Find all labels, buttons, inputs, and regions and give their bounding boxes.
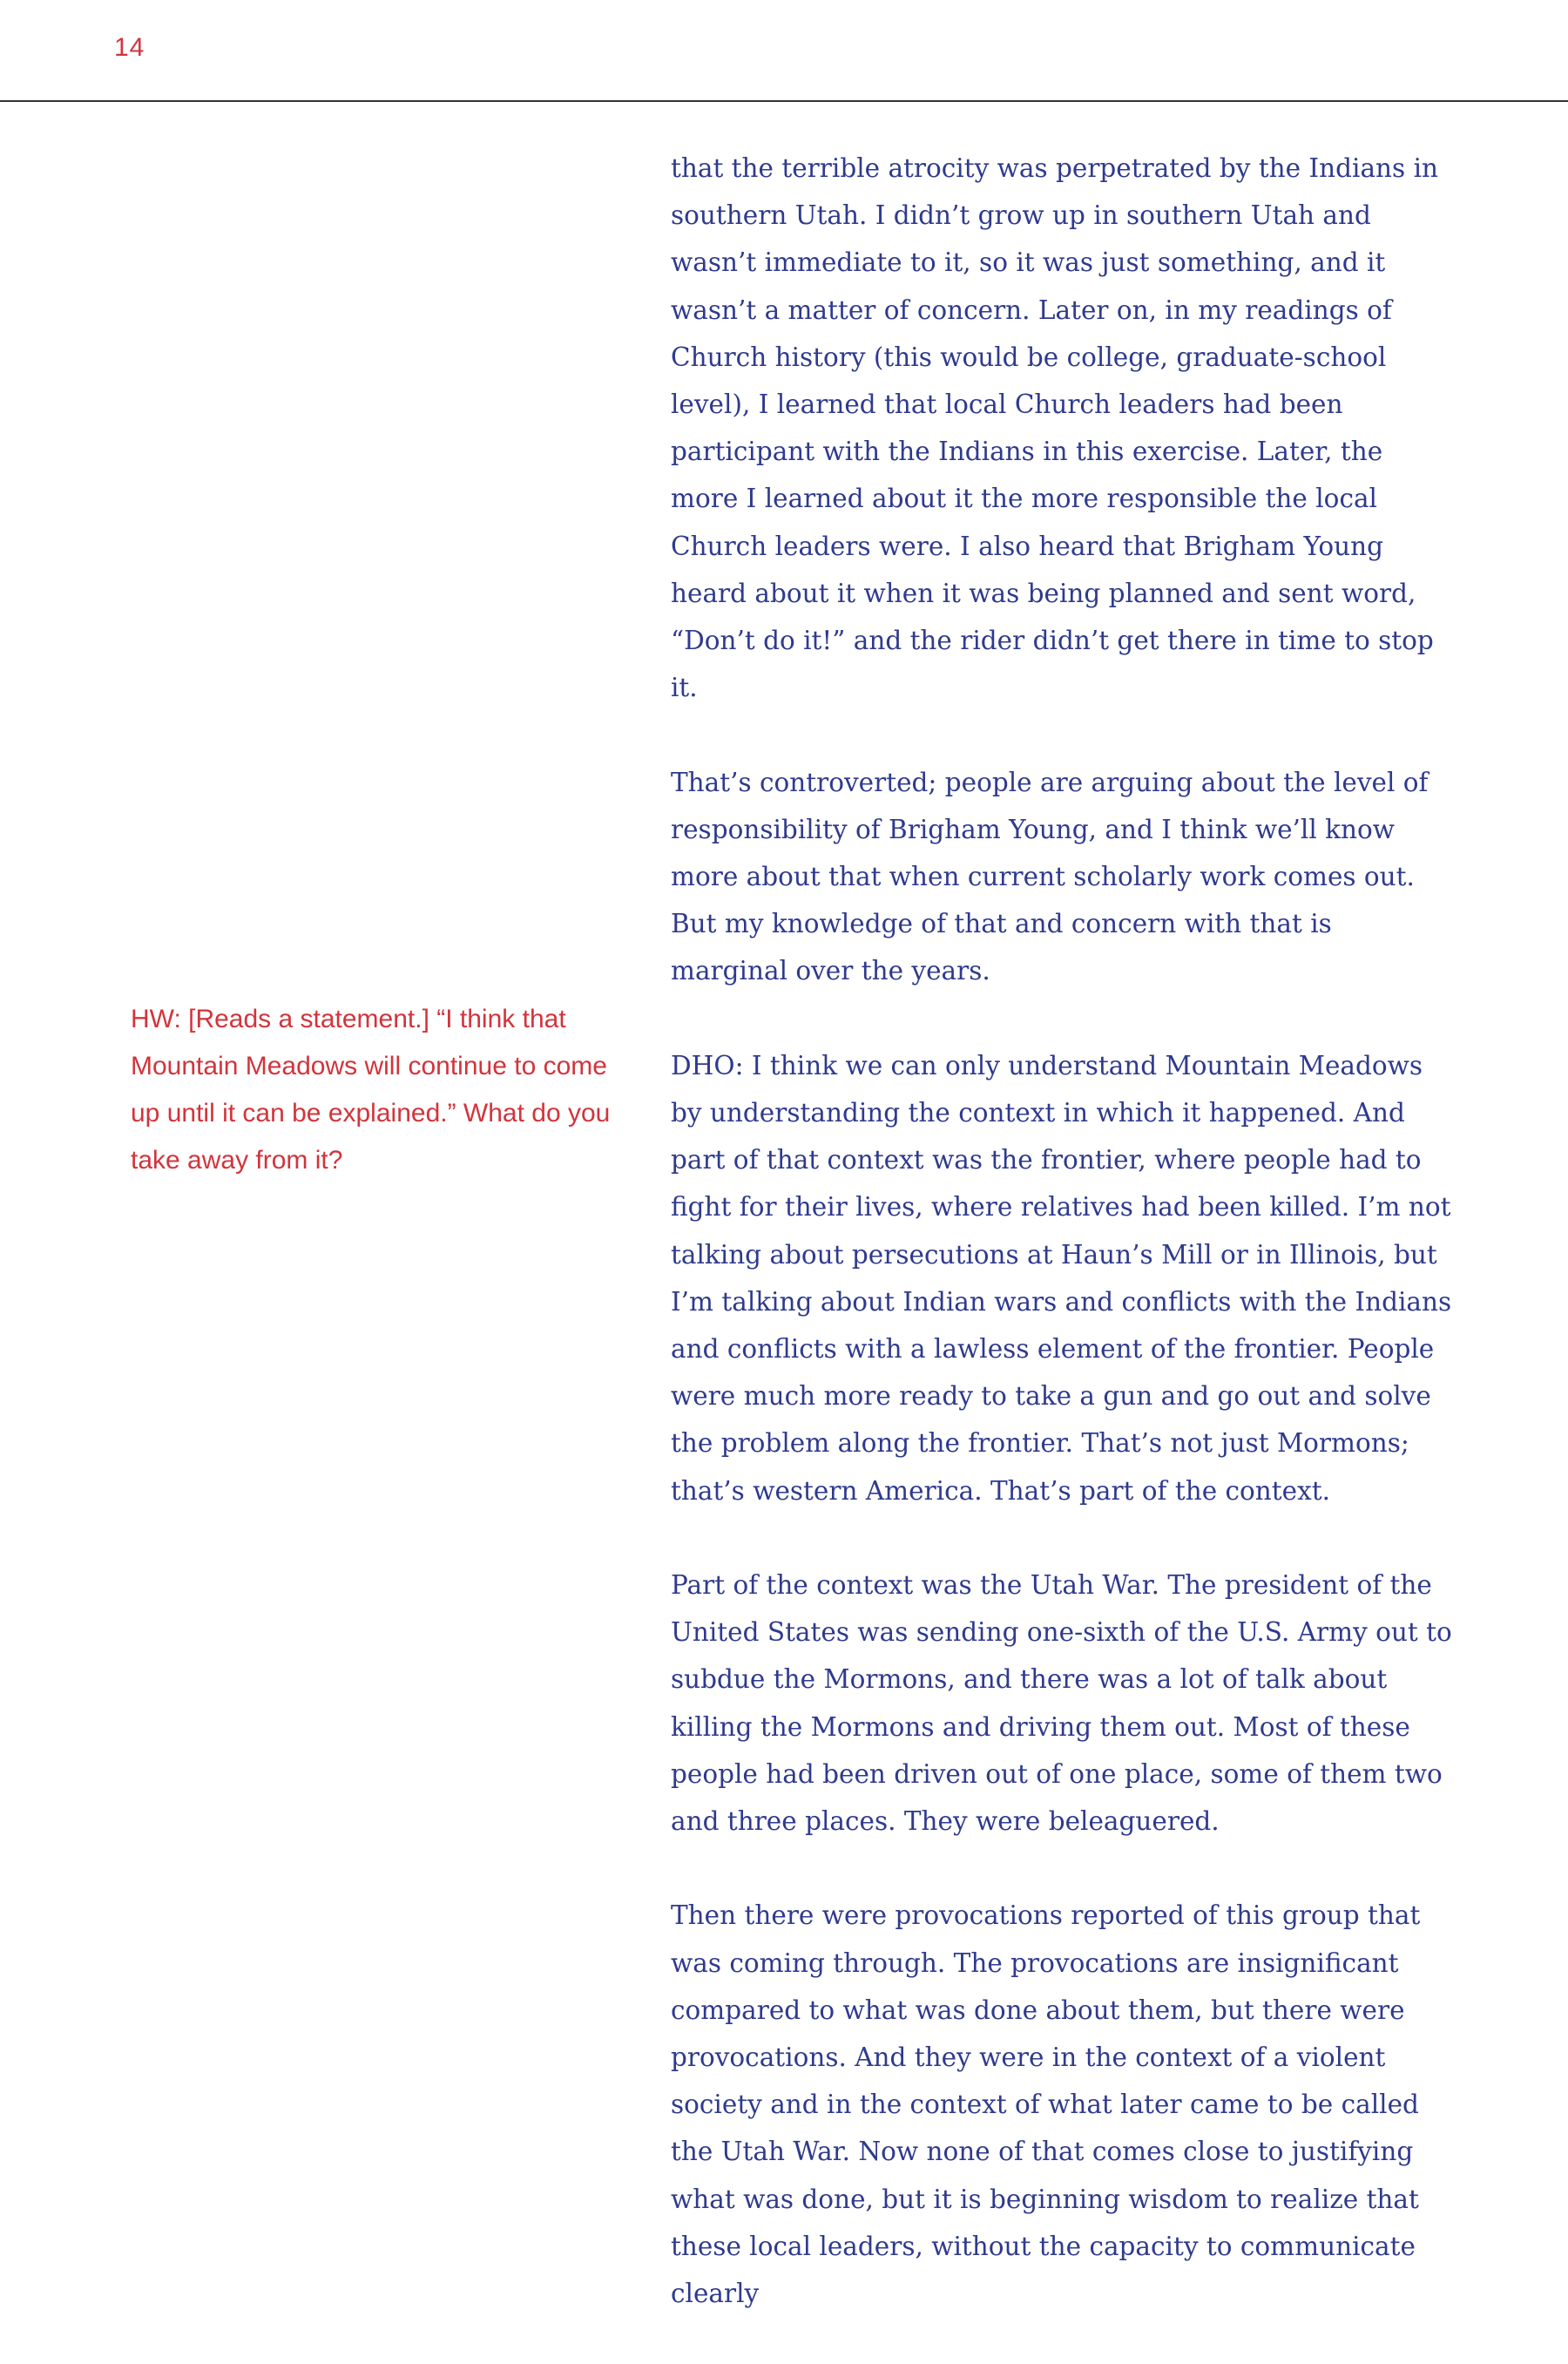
paragraph: That’s controverted; people are arguing about the level of responsibility of Brigham Young, and I think we’ll know more about that when current scholarly work comes out. But my knowledge of that and concern with that is marginal over the years.	[671, 767, 1429, 986]
paragraph: Then there were provocations reported of this group that was coming through. The provocations are insignificant compared to what was done about them, but there were provocations. And they were in the context of a violent society and in the context of what later came to be called the Utah War. Now none of that comes close to justifying what was done, but it is beginning wisdom to realize that these local leaders, without the capacity to communicate clearly	[671, 1900, 1421, 2309]
paragraph: Part of the context was the Utah War. The president of the United States was sending one-sixth of the U.S. Army out to subdue the Mormons, and there was a lot of talk about killing the Mormons and driving them out. Most of these people had been driven out of one place, some of them two and three places. They were beleaguered.	[671, 1570, 1452, 1837]
header-divider	[0, 100, 1568, 102]
paragraph: DHO: I think we can only understand Mountain Meadows by understanding the context in which it happened. And part of that context was the frontier, where people had to fight for their lives, where relatives had been killed. I’m not talking about persecutions at Haun’s Mill or in Illinois, but I’m talking about Indian wars and conflicts with the Indians and conflicts with a lawless element of the frontier. People were much more ready to take a gun and go out and solve the problem along the frontier. That’s not just Mormons; that’s western America. That’s part of the context.	[671, 1050, 1452, 1506]
paragraph: that the terrible atrocity was perpetrated by the Indians in southern Utah. I didn’t grow up in southern Utah and wasn’t immediate to it, so it was just something, and it wasn’t a matter of concern. Later on, in my readings of Church history (this would be college, graduate-school level), I learned that local Church leaders had been participant with the Indians in this exercise. Later, the more I learned about it the more responsible the local Church leaders were. I also heard that Brigham Young heard about it when it was being planned and sent word, “Don’t do it!” and the rider didn’t get there in time to stop it.	[671, 153, 1439, 703]
main-text-column	[671, 145, 1455, 2364]
interviewer-question: HW: [Reads a statement.] “I think that Mountain Meadows will continue to come up until it can be explained.” What do you take away from it?	[131, 1005, 611, 1175]
page-number: 14	[114, 33, 145, 62]
